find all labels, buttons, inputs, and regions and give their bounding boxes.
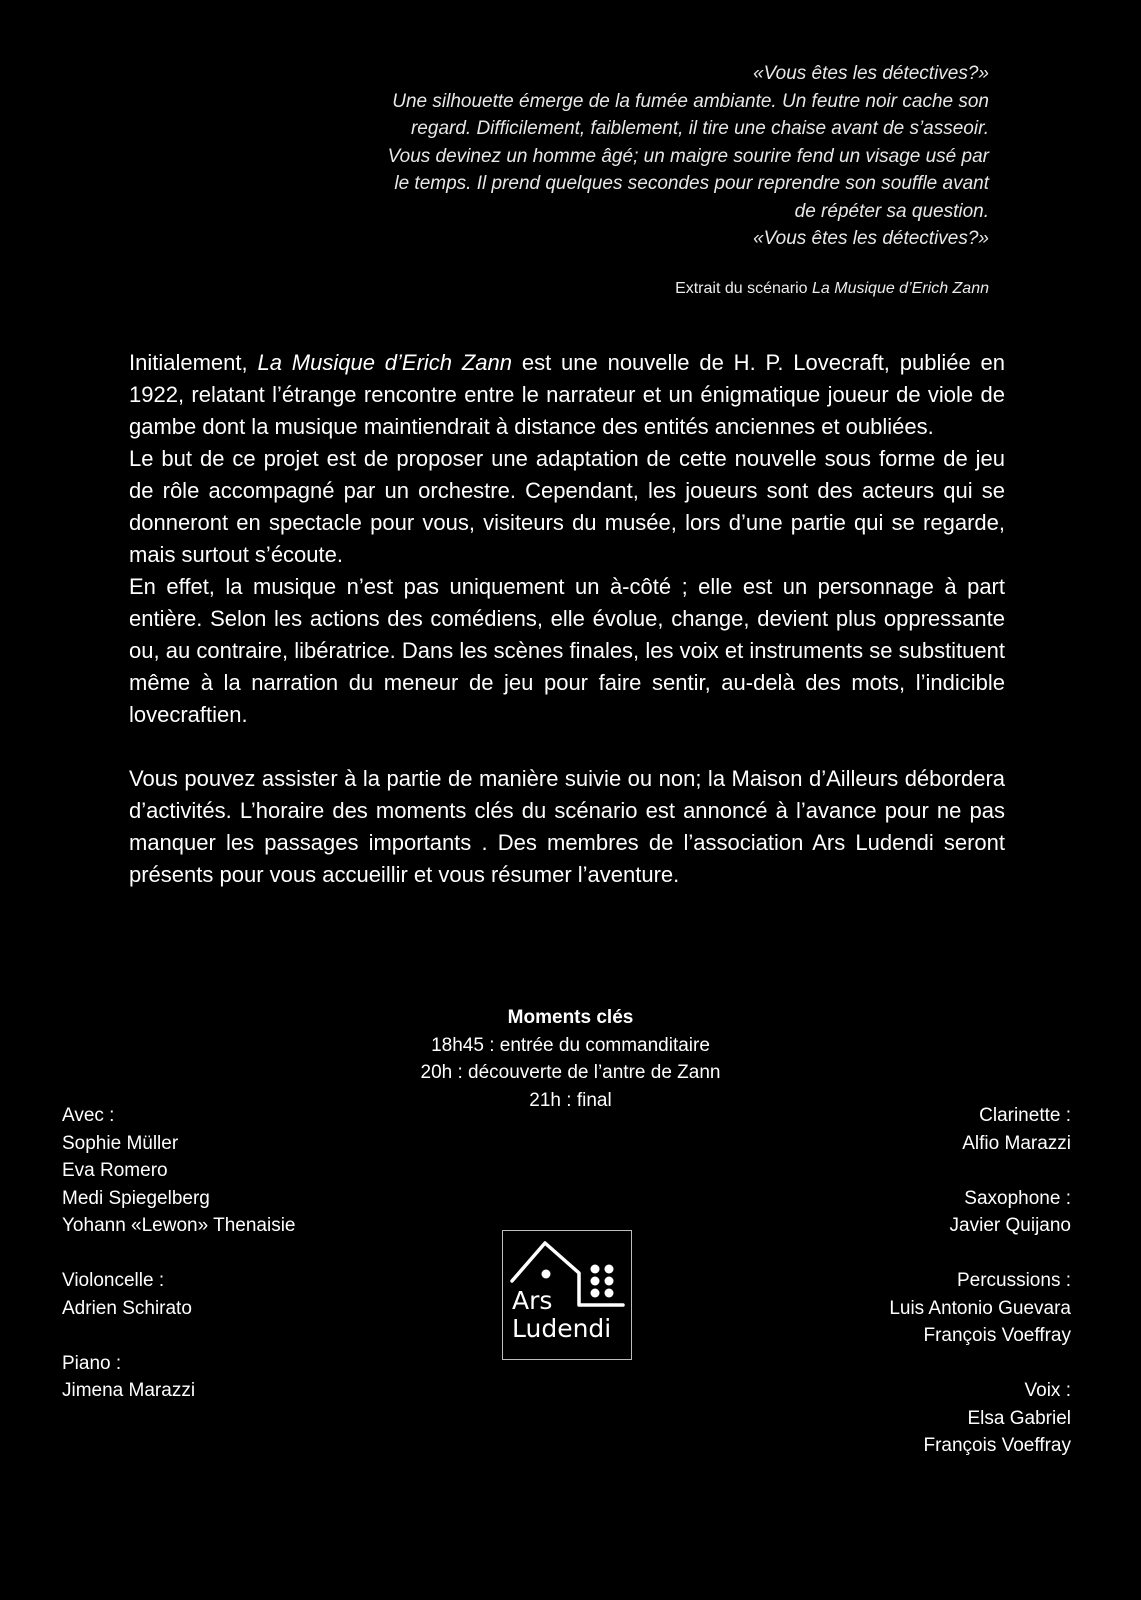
quote-line: de répéter sa question. (794, 200, 989, 222)
intro-title: La Musique d’Erich Zann (257, 350, 513, 375)
credit-name: Javier Quijano (949, 1215, 1071, 1236)
quote-line: Une silhouette émerge de la fumée ambiante. Un feutre noir cache son (392, 90, 989, 112)
credit-role: Avec : (62, 1105, 115, 1126)
credits-right (889, 1102, 1071, 1487)
logo-word-ludendi: Ludendi (512, 1314, 612, 1343)
credit-group-clarinet (889, 1102, 1071, 1157)
quote-line: regard. Difficilement, faiblement, il tire une chaise avant de s’asseoir. (410, 118, 989, 139)
source-prefix: Extrait du scénario (675, 280, 813, 297)
credit-role: Violoncelle : (62, 1270, 165, 1291)
credit-name: Luis Antonio Guevara (889, 1297, 1071, 1319)
paragraph-project: Le but de ce projet est de proposer une adaptation de cette nouvelle sous forme de jeu de rôle accompagné par un orchestre. Cependant, les joueurs sont des acteurs qui se donneront en spectacle pour vous, visiteurs du musée, lors d’une partie qui se regarde, mais surtout s’écoute. (129, 446, 1005, 567)
credits-left (62, 1102, 295, 1432)
ars-ludendi-logo (502, 1230, 632, 1360)
credit-name: Jimena Marazzi (62, 1380, 196, 1401)
source-title: La Musique d’Erich Zann (812, 280, 989, 297)
credit-role: Piano : (62, 1352, 122, 1374)
intro-start: Initialement, (129, 350, 258, 375)
credit-name: Adrien Schirato (62, 1297, 192, 1319)
credit-name: Elsa Gabriel (967, 1407, 1071, 1429)
credit-group-voice (889, 1377, 1071, 1460)
quote-line: Vous devinez un homme âgé; un maigre sourire fend un visage usé par (387, 145, 989, 167)
credit-role: Percussions : (956, 1270, 1071, 1291)
key-moment-item: 18h45 : entrée du commanditaire (431, 1034, 710, 1056)
credit-group-cello (62, 1267, 295, 1322)
body-text (129, 347, 1005, 891)
logo-word-ars: Ars (512, 1286, 553, 1315)
credit-role: Saxophone : (964, 1187, 1071, 1209)
quote-line: «Vous êtes les détectives?» (753, 63, 989, 84)
key-moments (0, 1004, 1141, 1114)
quote-line: «Vous êtes les détectives?» (753, 228, 989, 249)
credit-name: François Voeffray (923, 1435, 1071, 1456)
credit-group-piano (62, 1350, 295, 1405)
credit-name: Medi Spiegelberg (62, 1187, 210, 1209)
paragraph-intro (129, 347, 1005, 443)
credit-group-cast (62, 1102, 295, 1240)
paragraph-attendance: Vous pouvez assister à la partie de manière suivie ou non; la Maison d’Ailleurs débordera d’activités. L’horaire des moments clés du scénario est annoncé à l’avance pour ne pas manquer les passages importants . Des membres de l’association Ars Ludendi seront présents pour vous accueillir et vous résumer l’aventure. (129, 766, 1005, 887)
credit-name: François Voeffray (923, 1325, 1071, 1346)
credit-name: Yohann «Lewon» Thenaisie (62, 1215, 296, 1236)
quote-source (675, 280, 989, 298)
credit-role: Clarinette : (979, 1105, 1071, 1126)
paragraph-music: En effet, la musique n’est pas uniquement un à-côté ; elle est un personnage à part entière. Selon les actions des comédiens, elle évolue, change, devient plus oppressante ou, au contraire, libératrice. Dans les scènes finales, les voix et instruments se substituent même à la narration du meneur de jeu pour faire sentir, au-delà des mots, l’indicible lovecraftien. (129, 574, 1005, 727)
intro-rest: est une nouvelle de H. P. Lovecraft, publiée en 1922, relatant l’étrange rencontre entre le narrateur et un énigmatique joueur de viole de gambe dont la musique maintiendrait à distance des entités anciennes et oubliées. (129, 350, 1006, 439)
opening-quote (309, 60, 989, 253)
credit-group-saxophone (889, 1185, 1071, 1240)
key-moment-item: 20h : découverte de l’antre de Zann (420, 1062, 721, 1083)
credit-name: Sophie Müller (62, 1132, 179, 1154)
credit-group-percussion (889, 1267, 1071, 1350)
credit-role: Voix : (1024, 1380, 1071, 1401)
quote-line: le temps. Il prend quelques secondes pour reprendre son souffle avant (394, 173, 989, 194)
key-moments-heading: Moments clés (507, 1007, 634, 1028)
key-moment-item: 21h : final (529, 1089, 612, 1111)
credit-name: Alfio Marazzi (962, 1132, 1071, 1154)
credit-name: Eva Romero (62, 1160, 168, 1181)
